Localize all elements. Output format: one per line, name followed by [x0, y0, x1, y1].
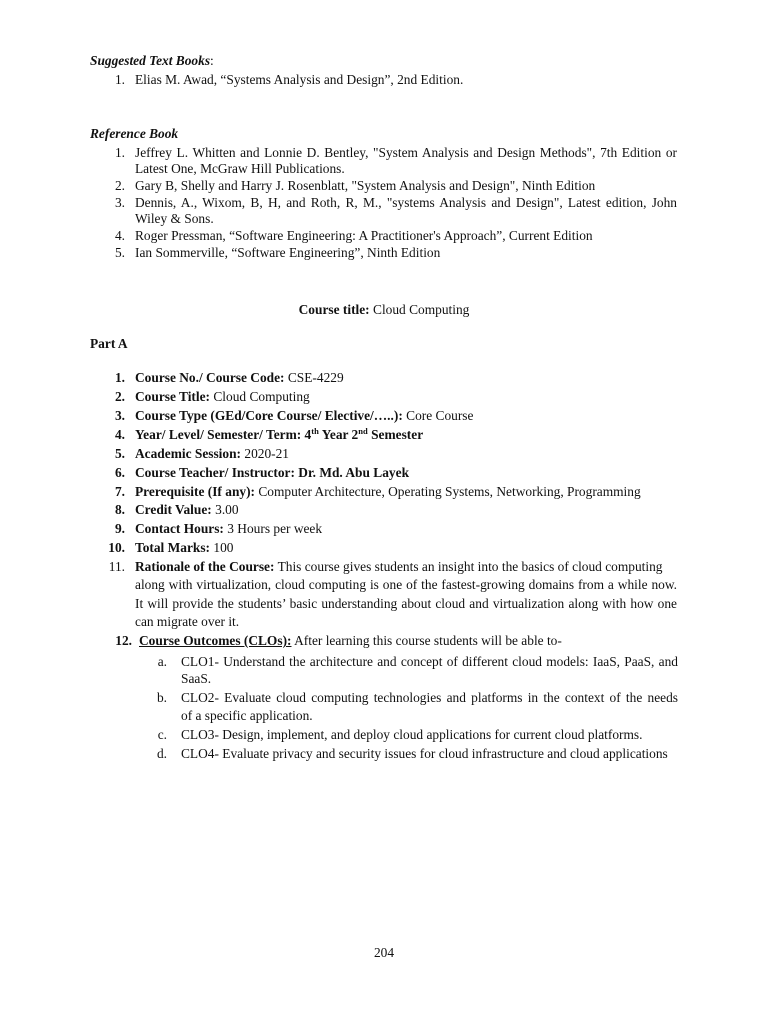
academic-session-item: Academic Session: 2020-21 — [135, 446, 290, 461]
item-number: 11. — [108, 559, 125, 574]
clo-text: of a specific application. — [181, 708, 313, 723]
course-code-item: Course No./ Course Code: CSE-4229 — [135, 370, 344, 385]
course-title-line: Course title: Cloud Computing — [298, 302, 470, 317]
list-item-text: Wiley & Sons. — [135, 211, 214, 226]
course-title-item: Course Title: Cloud Computing — [135, 389, 310, 404]
clo-letter: d. — [156, 746, 167, 761]
list-item-text: Jeffrey L. Whitten and Lonnie D. Bentley, "System Analysis and Design Methods", 7th Edition or — [135, 145, 677, 160]
suggested-text-books-heading: Suggested Text Books: — [90, 53, 214, 68]
clo-text: CLO4- Evaluate privacy and security issues for cloud infrastructure and cloud applications — [181, 746, 668, 761]
rationale-line: can migrate over it. — [135, 614, 240, 629]
list-item-number: 3. — [114, 195, 125, 210]
total-marks-item: Total Marks: 100 — [135, 540, 234, 555]
year-level-item: Year/ Level/ Semester/ Term: 4th Year 2nd Semester — [135, 426, 424, 442]
clo-text: CLO1- Understand the architecture and concept of different cloud models: IaaS, PaaS, and — [181, 654, 678, 669]
list-item-text: Latest One, McGraw Hill Publications. — [135, 161, 345, 176]
list-item-number: 1. — [114, 72, 125, 87]
item-number: 4. — [114, 427, 125, 442]
list-item-number: 1. — [114, 145, 125, 160]
list-item-text: Elias M. Awad, “Systems Analysis and Design”, 2nd Edition. — [135, 72, 464, 87]
item-number: 6. — [114, 465, 125, 480]
list-item-text: Ian Sommerville, “Software Engineering”, Ninth Edition — [135, 245, 441, 260]
item-number: 2. — [114, 389, 125, 404]
item-number: 8. — [114, 502, 125, 517]
clo-letter: a. — [157, 654, 167, 669]
list-item-text: Roger Pressman, “Software Engineering: A Practitioner's Approach”, Current Edition — [135, 228, 593, 243]
course-type-item: Course Type (GEd/Core Course/ Elective/…..): Core Course — [135, 408, 474, 423]
clo-text: CLO3- Design, implement, and deploy cloud applications for current cloud platforms. — [181, 727, 643, 742]
list-item-text: Dennis, A., Wixom, B, H, and Roth, R, M., "systems Analysis and Design", Latest edition, John — [135, 195, 677, 210]
course-teacher-item: Course Teacher/ Instructor: Dr. Md. Abu Layek — [135, 465, 410, 480]
item-number: 5. — [114, 446, 125, 461]
item-number: 1. — [114, 370, 125, 385]
reference-book-heading: Reference Book — [90, 126, 179, 141]
clo-letter: c. — [157, 727, 167, 742]
item-number: 10. — [108, 540, 125, 555]
list-item-number: 5. — [114, 245, 125, 260]
item-number: 3. — [114, 408, 125, 423]
rationale-line: It will provide the students’ basic understanding about cloud and virtualization along with how one — [135, 596, 677, 611]
page-number: 204 — [373, 945, 395, 960]
item-number: 12. — [115, 633, 132, 648]
list-item-number: 2. — [114, 178, 125, 193]
rationale-item: Rationale of the Course: This course gives students an insight into the basics of cloud computing — [135, 559, 663, 574]
contact-hours-item: Contact Hours: 3 Hours per week — [135, 521, 323, 536]
item-number: 7. — [114, 484, 125, 499]
prerequisite-item: Prerequisite (If any): Computer Architecture, Operating Systems, Networking, Programming — [135, 484, 641, 499]
part-heading: Part A — [90, 336, 128, 351]
item-number: 9. — [114, 521, 125, 536]
clo-text: SaaS. — [181, 671, 212, 686]
list-item-text: Gary B, Shelly and Harry J. Rosenblatt, "System Analysis and Design", Ninth Edition — [135, 178, 596, 193]
rationale-line: along with virtualization, cloud computing is one of the fastest-growing domains from a while now. — [135, 577, 677, 592]
clo-text: CLO2- Evaluate cloud computing technologies and platforms in the context of the needs — [181, 690, 678, 705]
clo-letter: b. — [156, 690, 167, 705]
credit-value-item: Credit Value: 3.00 — [135, 502, 239, 517]
course-outcomes-item: Course Outcomes (CLOs): After learning this course students will be able to- — [139, 633, 562, 648]
list-item-number: 4. — [114, 228, 125, 243]
